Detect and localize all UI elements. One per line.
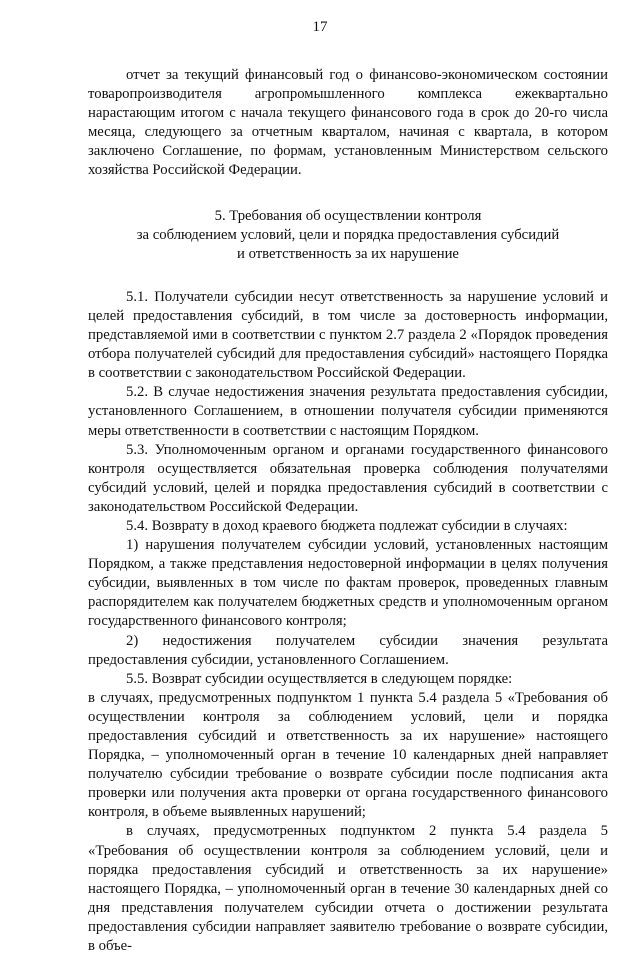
- paragraph-5-2: 5.2. В случае недостижения значения результата предоставления субсидии, установленного Соглашением, в отношении получателя субсидии применяются меры ответственности в соответствии с настоящим Порядком.: [88, 384, 608, 439]
- page-number: 17: [312, 19, 328, 35]
- paragraph-5-5-case-a: в случаях, предусмотренных подпунктом 1 пункта 5.4 раздела 5 «Требования об осуществлении контроля за соблюдением условий, цели и порядка предоставления субсидий и ответственность за их нарушение» настоящего Порядка, – уполномоченный орган в течение 10 календарных дней направляет получателю субсидии требование о возврате субсидии после подписания акта проверки или получения акта проверки от органа государственного финансового контроля, в объеме выявленных нарушений;: [88, 689, 608, 821]
- section-5-heading: [88, 207, 608, 264]
- section-heading-line-1: 5. Требования об осуществлении контроля: [214, 207, 482, 224]
- paragraph-5-4-item-1: 1) нарушения получателем субсидии условий, установленных настоящим Порядком, а также представления недостоверной информации в целях получения субсидии, выявленных в том числе по фактам проверок, проведенных главным распорядителем как получателем бюджетных средств и уполномоченным органом государственного финансового контроля;: [88, 537, 608, 630]
- section-heading-line-3: и ответственность за их нарушение: [237, 245, 459, 262]
- paragraph-5-1: 5.1. Получатели субсидии несут ответственность за нарушение условий и целей предоставления субсидий, в том числе за достоверность информации, представляемой ими в соответствии с пунктом 2.7 раздела 2 «Порядок проведения отбора получателей субсидий для предоставления субсидий» настоящего Порядка в соответствии с законодательством Российской Федерации.: [88, 288, 608, 382]
- paragraph-5-4-item-2: 2) недостижения получателем субсидии значения результата предоставления субсидии, установленного Соглашением.: [88, 632, 608, 668]
- section-heading-line-2: за соблюдением условий, цели и порядка предоставления субсидий: [136, 226, 560, 243]
- paragraph-report-continuation: отчет за текущий финансовый год о финансово-экономическом состоянии товаропроизводителя агропромышленного комплекса ежеквартально нарастающим итогом с начала текущего финансового года в срок до 20-го числа месяца, следующего за отчетным кварталом, начиная с квартала, в котором заключено Соглашение, по формам, установленным Министерством сельского хозяйства Российской Федерации.: [88, 67, 608, 179]
- paragraph-5-5-case-b: в случаях, предусмотренных подпунктом 2 пункта 5.4 раздела 5 «Требования об осуществлении контроля за соблюдением условий, цели и порядка предоставления субсидий и ответственность за их нарушение» настоящего Порядка, – уполномоченный орган в течение 30 календарных дней со дня представления получателем субсидии отчета о достижении результата предоставления субсидии направляет заявителю требование о возврате субсидии, в объе-: [88, 823, 608, 955]
- paragraph-5-5: 5.5. Возврат субсидии осуществляется в следующем порядке:: [126, 670, 513, 687]
- paragraph-5-3: 5.3. Уполномоченным органом и органами государственного финансового контроля осуществляется обязательная проверка соблюдения получателями субсидий условий, целей и порядка предоставления субсидий в соответствии с законодательством Российской Федерации.: [88, 441, 608, 515]
- document-body: [88, 66, 608, 956]
- paragraph-5-4: 5.4. Возврату в доход краевого бюджета подлежат субсидии в случаях:: [126, 517, 568, 534]
